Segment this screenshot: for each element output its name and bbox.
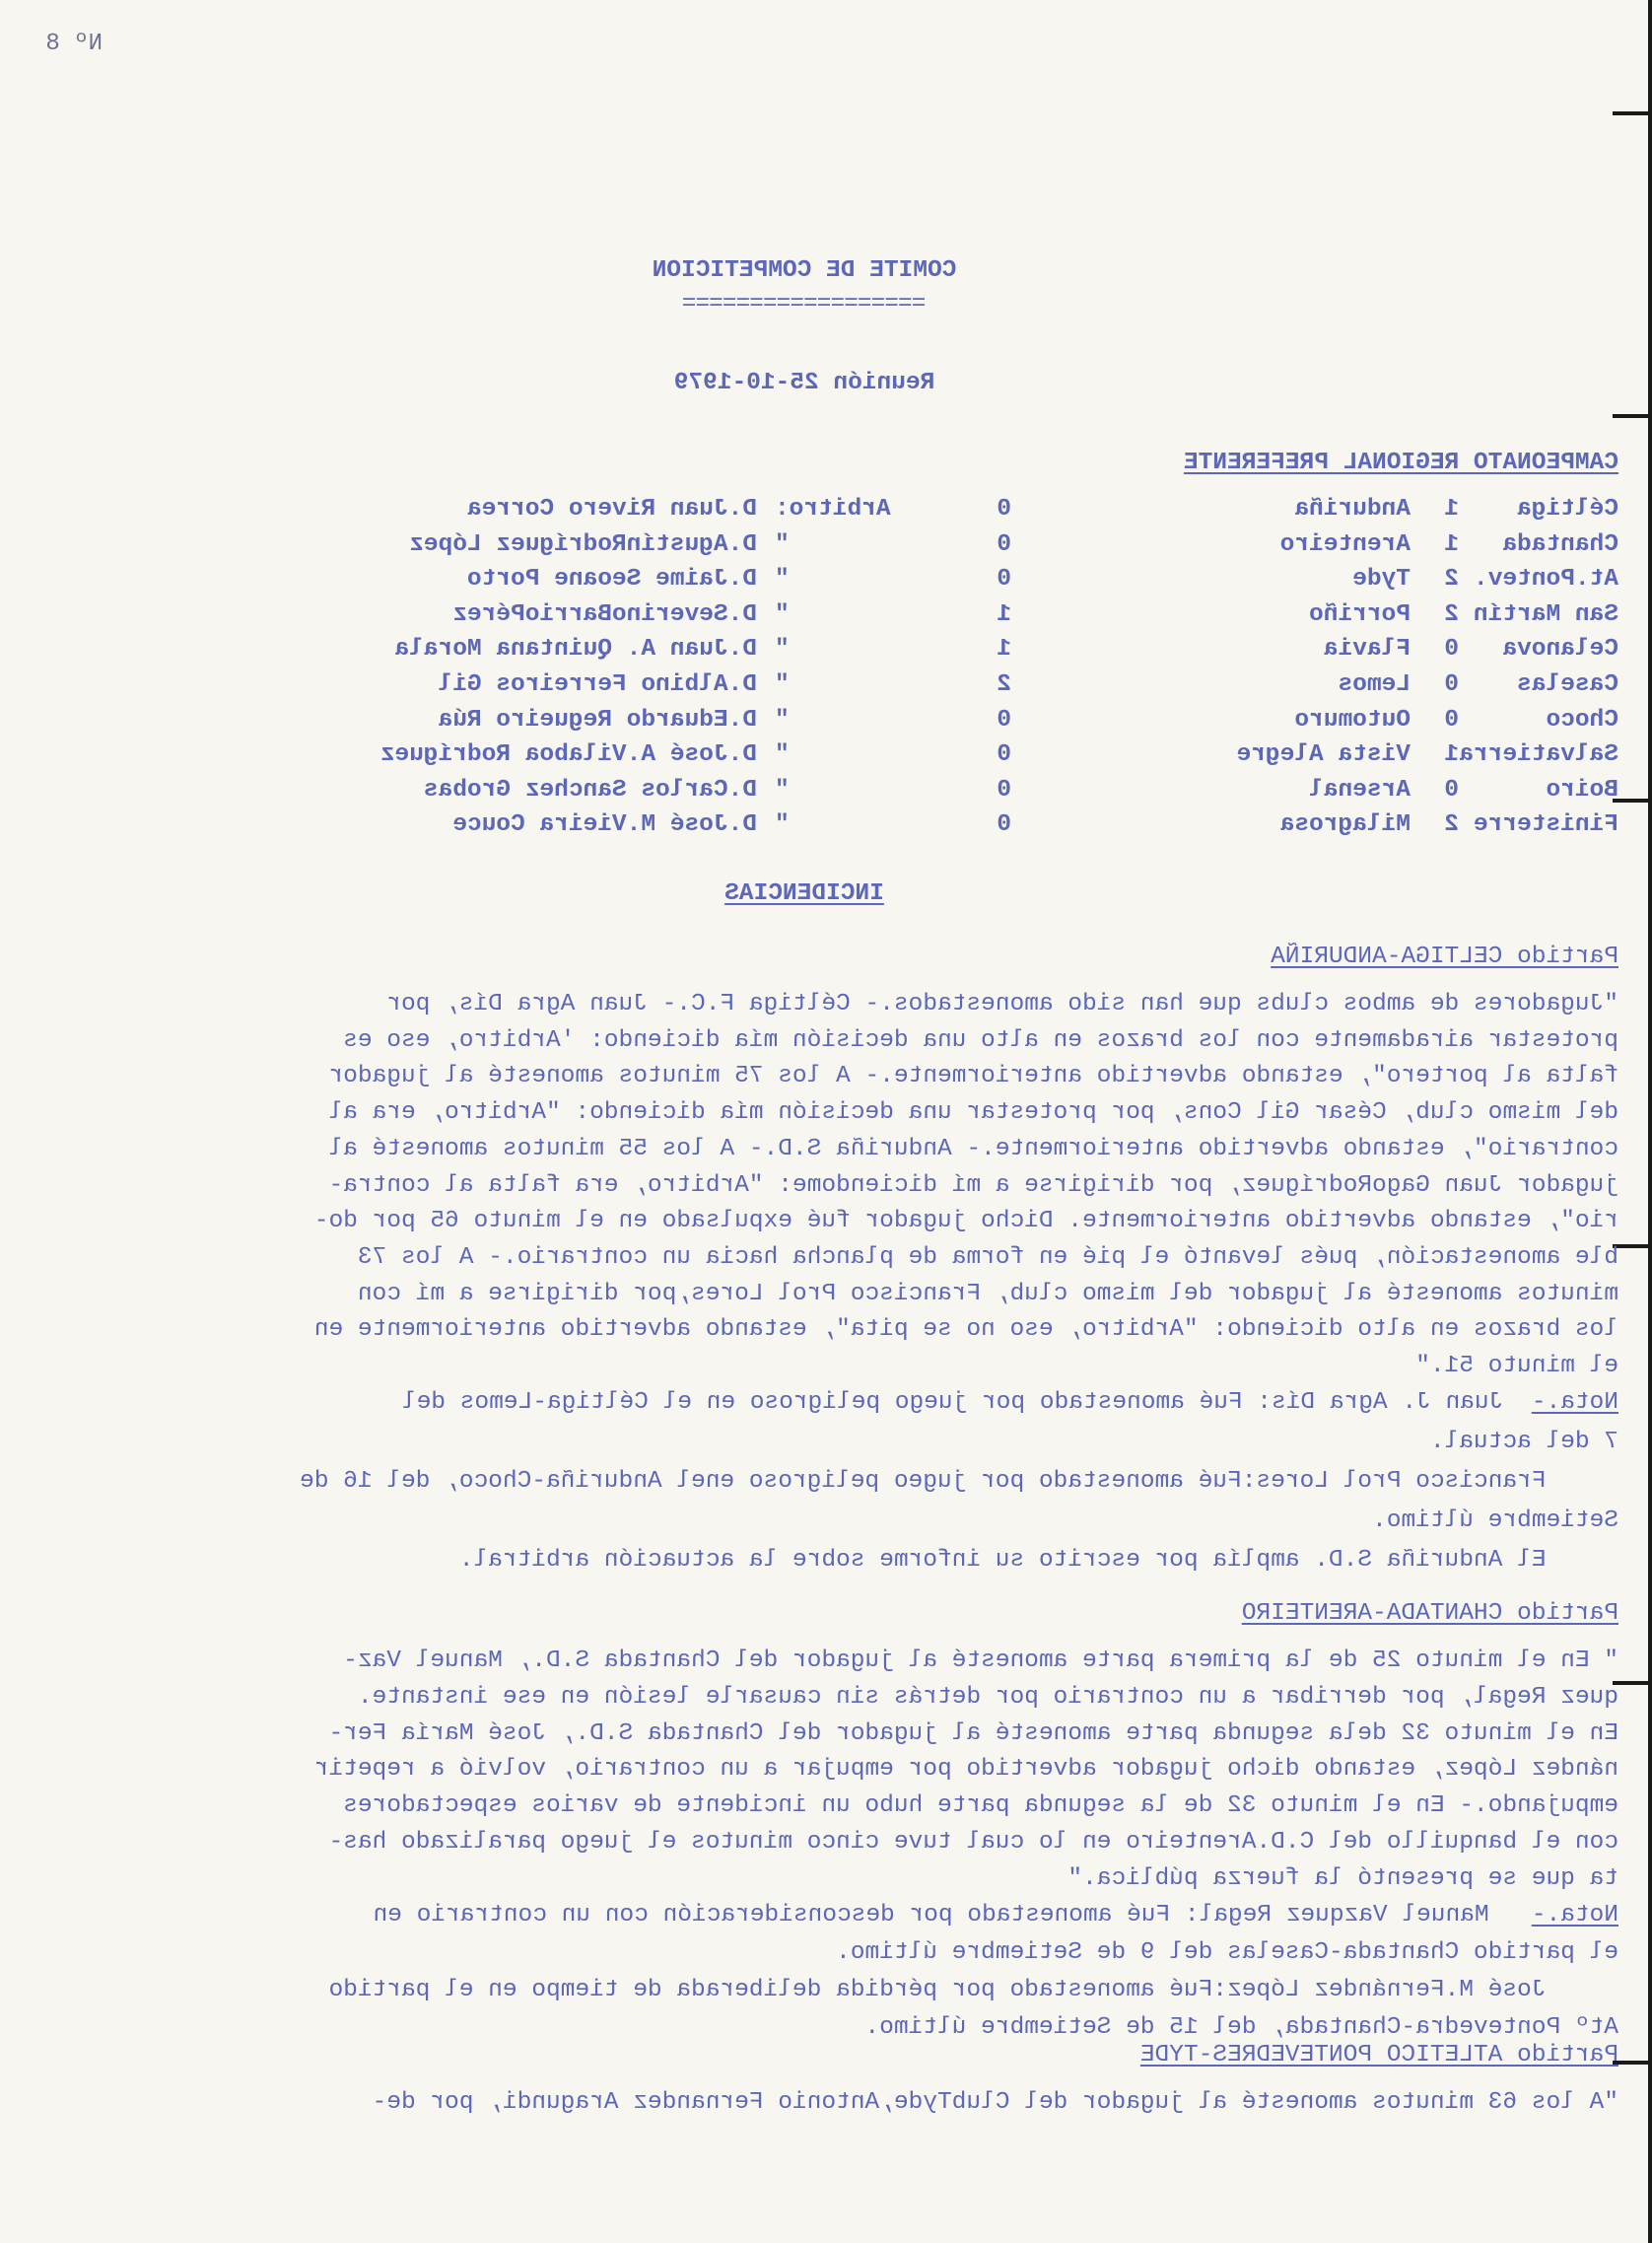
note-line: Francisco Prol Lores:Fué amonestado por jugeo peligroso enel Anduriña-Choco, del 16 de	[300, 1467, 1618, 1495]
referee-name: D.Juan Rivero Correa	[466, 496, 757, 523]
away-team: Arenteiro	[1279, 530, 1411, 558]
away-team: Vista Alegre	[1236, 741, 1411, 769]
document-title: COMITE DE COMPETICION	[652, 257, 957, 284]
report-line: "Jugadores de ambos clubs que han sido amonestados.- Céltiga F.C.- Juan Agra Dís, por	[386, 991, 1618, 1017]
report-line: con el banquillo del C.D.Arenteiro en lo cual tuve cinco minutos el juego paralizado has-	[328, 1829, 1618, 1856]
referee-label: "	[775, 636, 790, 664]
away-team: Porriño	[1309, 600, 1411, 628]
report-line: del mismo club, César Gil Cons, por protestar una decisión mía diciendo: "Arbitro, era al	[328, 1099, 1618, 1127]
referee-label: "	[775, 566, 790, 594]
report-line: los brazos en alto diciendo: "Arbitro, eso no se pita", estando advertido anteriormente en	[313, 1316, 1618, 1344]
note-line: El Anduriña S.D. amplía por escrito su informe sobre la actuación arbitral.	[458, 1546, 1618, 1574]
home-team: Boiro	[1546, 776, 1618, 804]
home-goals: 1	[1444, 530, 1459, 558]
report-line: el minuto 51."	[1415, 1353, 1618, 1379]
home-team: San Martín	[1473, 600, 1618, 628]
referee-name: D.SeverinoBarrioPérez	[452, 600, 757, 628]
away-team: Arsenal	[1309, 776, 1411, 804]
referee-label: Arbitro:	[775, 496, 891, 523]
match2-heading: Partido CHANTADA-ARENTEIRO	[1241, 1600, 1618, 1627]
referee-label: "	[775, 600, 790, 628]
referee-name: D.AgustínRodríguez López	[409, 530, 757, 558]
referee-name: D.Juan A. Quintana Morala	[394, 636, 757, 664]
home-team: Salvatierra	[1459, 741, 1618, 769]
report-line: empujando.- En el minuto 32 de la segunda parte hubo un incidente de varios espectadores	[343, 1792, 1618, 1820]
note-line: Manuel Vazquez Regal: Fué amonestado por desconsideración con un contrario en	[373, 1901, 1518, 1928]
report-line: quez Regal, por derribar a un contrario por detrás sin causarle lesión en ese instante.	[357, 1683, 1618, 1711]
home-team: At.Pontev.	[1473, 566, 1618, 594]
note-line: el partido Chantada-Caselas del 9 de Setiembre último.	[836, 1938, 1618, 1966]
note-line: Juan J. Agra Dís: Fué amonestado por juego peligroso en el Céltiga-Lemos del	[401, 1388, 1518, 1416]
away-team: Outomuro	[1294, 706, 1411, 734]
away-goals: 0	[997, 706, 1011, 734]
away-team: Flavia	[1323, 636, 1411, 664]
home-goals: 0	[1444, 776, 1459, 804]
note-label: Nota.-	[1531, 1388, 1618, 1416]
referee-name: D.José M.Vieira Couce	[452, 811, 757, 839]
away-team: Tyde	[1352, 566, 1411, 594]
away-goals: 1	[997, 600, 1011, 628]
report-line: rio", estando advertido anteriormente. Dicho jugador fué expulsado en el minuto 65 por do-	[313, 1208, 1618, 1235]
report-line: falta al portero", estando advertido anteriormente.- A los 75 minutos amonesté al jugador	[328, 1063, 1618, 1090]
home-team: Choco	[1546, 706, 1618, 734]
report-line: ta que se presentó la fuerza pública."	[1067, 1864, 1618, 1892]
away-goals: 0	[997, 811, 1011, 839]
referee-label: "	[775, 776, 790, 804]
match3-heading: Partido ATLETICO PONTEVEDRES-TYDE	[1139, 2042, 1618, 2068]
home-goals: 2	[1444, 600, 1459, 628]
referee-label: "	[775, 811, 790, 839]
referee-label: "	[775, 741, 790, 769]
report-line: protestar airadamente con los brazos en alto una decisión mía diciendo: 'Arbitro, eso es	[343, 1026, 1618, 1054]
note-line: Atº Pontevedra-Chantada, del 15 de Setiembre último.	[864, 2013, 1618, 2041]
report-line: En el minuto 32 dela segunda parte amonesté al jugador del Chantada S.D., José María Fer-	[328, 1719, 1618, 1747]
away-goals: 0	[997, 776, 1011, 804]
home-team: Céltiga	[1517, 496, 1618, 523]
home-goals: 0	[1444, 706, 1459, 734]
away-goals: 2	[997, 671, 1011, 698]
home-team: Caselas	[1517, 671, 1618, 698]
home-goals: 1	[1444, 741, 1459, 769]
away-team: Lemos	[1338, 671, 1411, 698]
incidencias-heading: INCIDENCIAS	[724, 880, 884, 907]
home-team: Chantada	[1502, 530, 1618, 558]
home-goals: 0	[1444, 671, 1459, 698]
referee-label: "	[775, 706, 790, 734]
referee-name: D.Carlos Sanchez Grobas	[423, 776, 757, 804]
title-rule: ==================	[682, 291, 927, 317]
referee-name: D.José A.Vilaboa Rodríguez	[379, 741, 757, 769]
report-line: minutos amonesté al jugador del mismo club, Francisco Prol Lores,por dirigirse a mí con	[357, 1280, 1618, 1307]
note-line: José M.Fernández López:Fué amonestado por pérdida deliberada de tiempo en el partido	[328, 1976, 1618, 2003]
meeting-date: Reunión 25-10-1979	[673, 370, 935, 396]
away-team: Milagrosa	[1279, 811, 1411, 839]
note-line: Setiembre último.	[1372, 1507, 1618, 1534]
referee-name: D.Jaime Seoane Porto	[466, 566, 757, 594]
home-goals: 2	[1444, 811, 1459, 839]
home-team: Finisterre	[1473, 811, 1618, 839]
away-goals: 0	[997, 496, 1011, 523]
report-line: ble amonestación, pués levantó el pié en forma de plancha hacia un contrario.- A los 73	[357, 1243, 1618, 1271]
report-line: " En el minuto 25 de la primera parte amonesté al jugador del Chantada S.D., Manuel Vaz-	[343, 1647, 1618, 1674]
home-goals: 1	[1444, 496, 1459, 523]
referee-label: "	[775, 530, 790, 558]
referee-name: D.Eduardo Regueiro Rúa	[438, 706, 757, 734]
home-goals: 2	[1444, 566, 1459, 594]
away-goals: 0	[997, 566, 1011, 594]
match1-heading: Partido CELTIGA-ANDURIÑA	[1271, 944, 1618, 970]
report-line: nández López, estando dicho jugador advertido por empujar a un contrario, volvió a repetir	[313, 1756, 1618, 1784]
away-goals: 0	[997, 741, 1011, 769]
referee-label: "	[775, 671, 790, 698]
home-team: Celanova	[1502, 636, 1618, 664]
report-line: jugador Juan GagoRodríguez, por dirigirse a mí diciendome: "Arbitro, era falta al contra-	[328, 1171, 1618, 1199]
referee-name: D.Albino Ferreiros Gil	[438, 671, 757, 698]
note-line: 7 del actual.	[1429, 1428, 1618, 1455]
page-number: Nº 8	[45, 31, 103, 57]
report-line: contrario", estando advertido anteriormente.- Anduriña S.D.- A los 55 minutos amonesté al	[328, 1135, 1618, 1162]
section-heading: CAMPEONATO REGIONAL PREFERENTE	[1183, 450, 1618, 476]
away-goals: 0	[997, 530, 1011, 558]
report-line: "A los 63 minutos amonesté al jugador del ClubTyde,Antonio Fernandez Aragundi, por de-	[372, 2089, 1618, 2116]
away-goals: 1	[997, 636, 1011, 664]
away-team: Anduriña	[1294, 496, 1411, 523]
home-goals: 0	[1444, 636, 1459, 664]
note-label: Nota.-	[1531, 1901, 1618, 1928]
